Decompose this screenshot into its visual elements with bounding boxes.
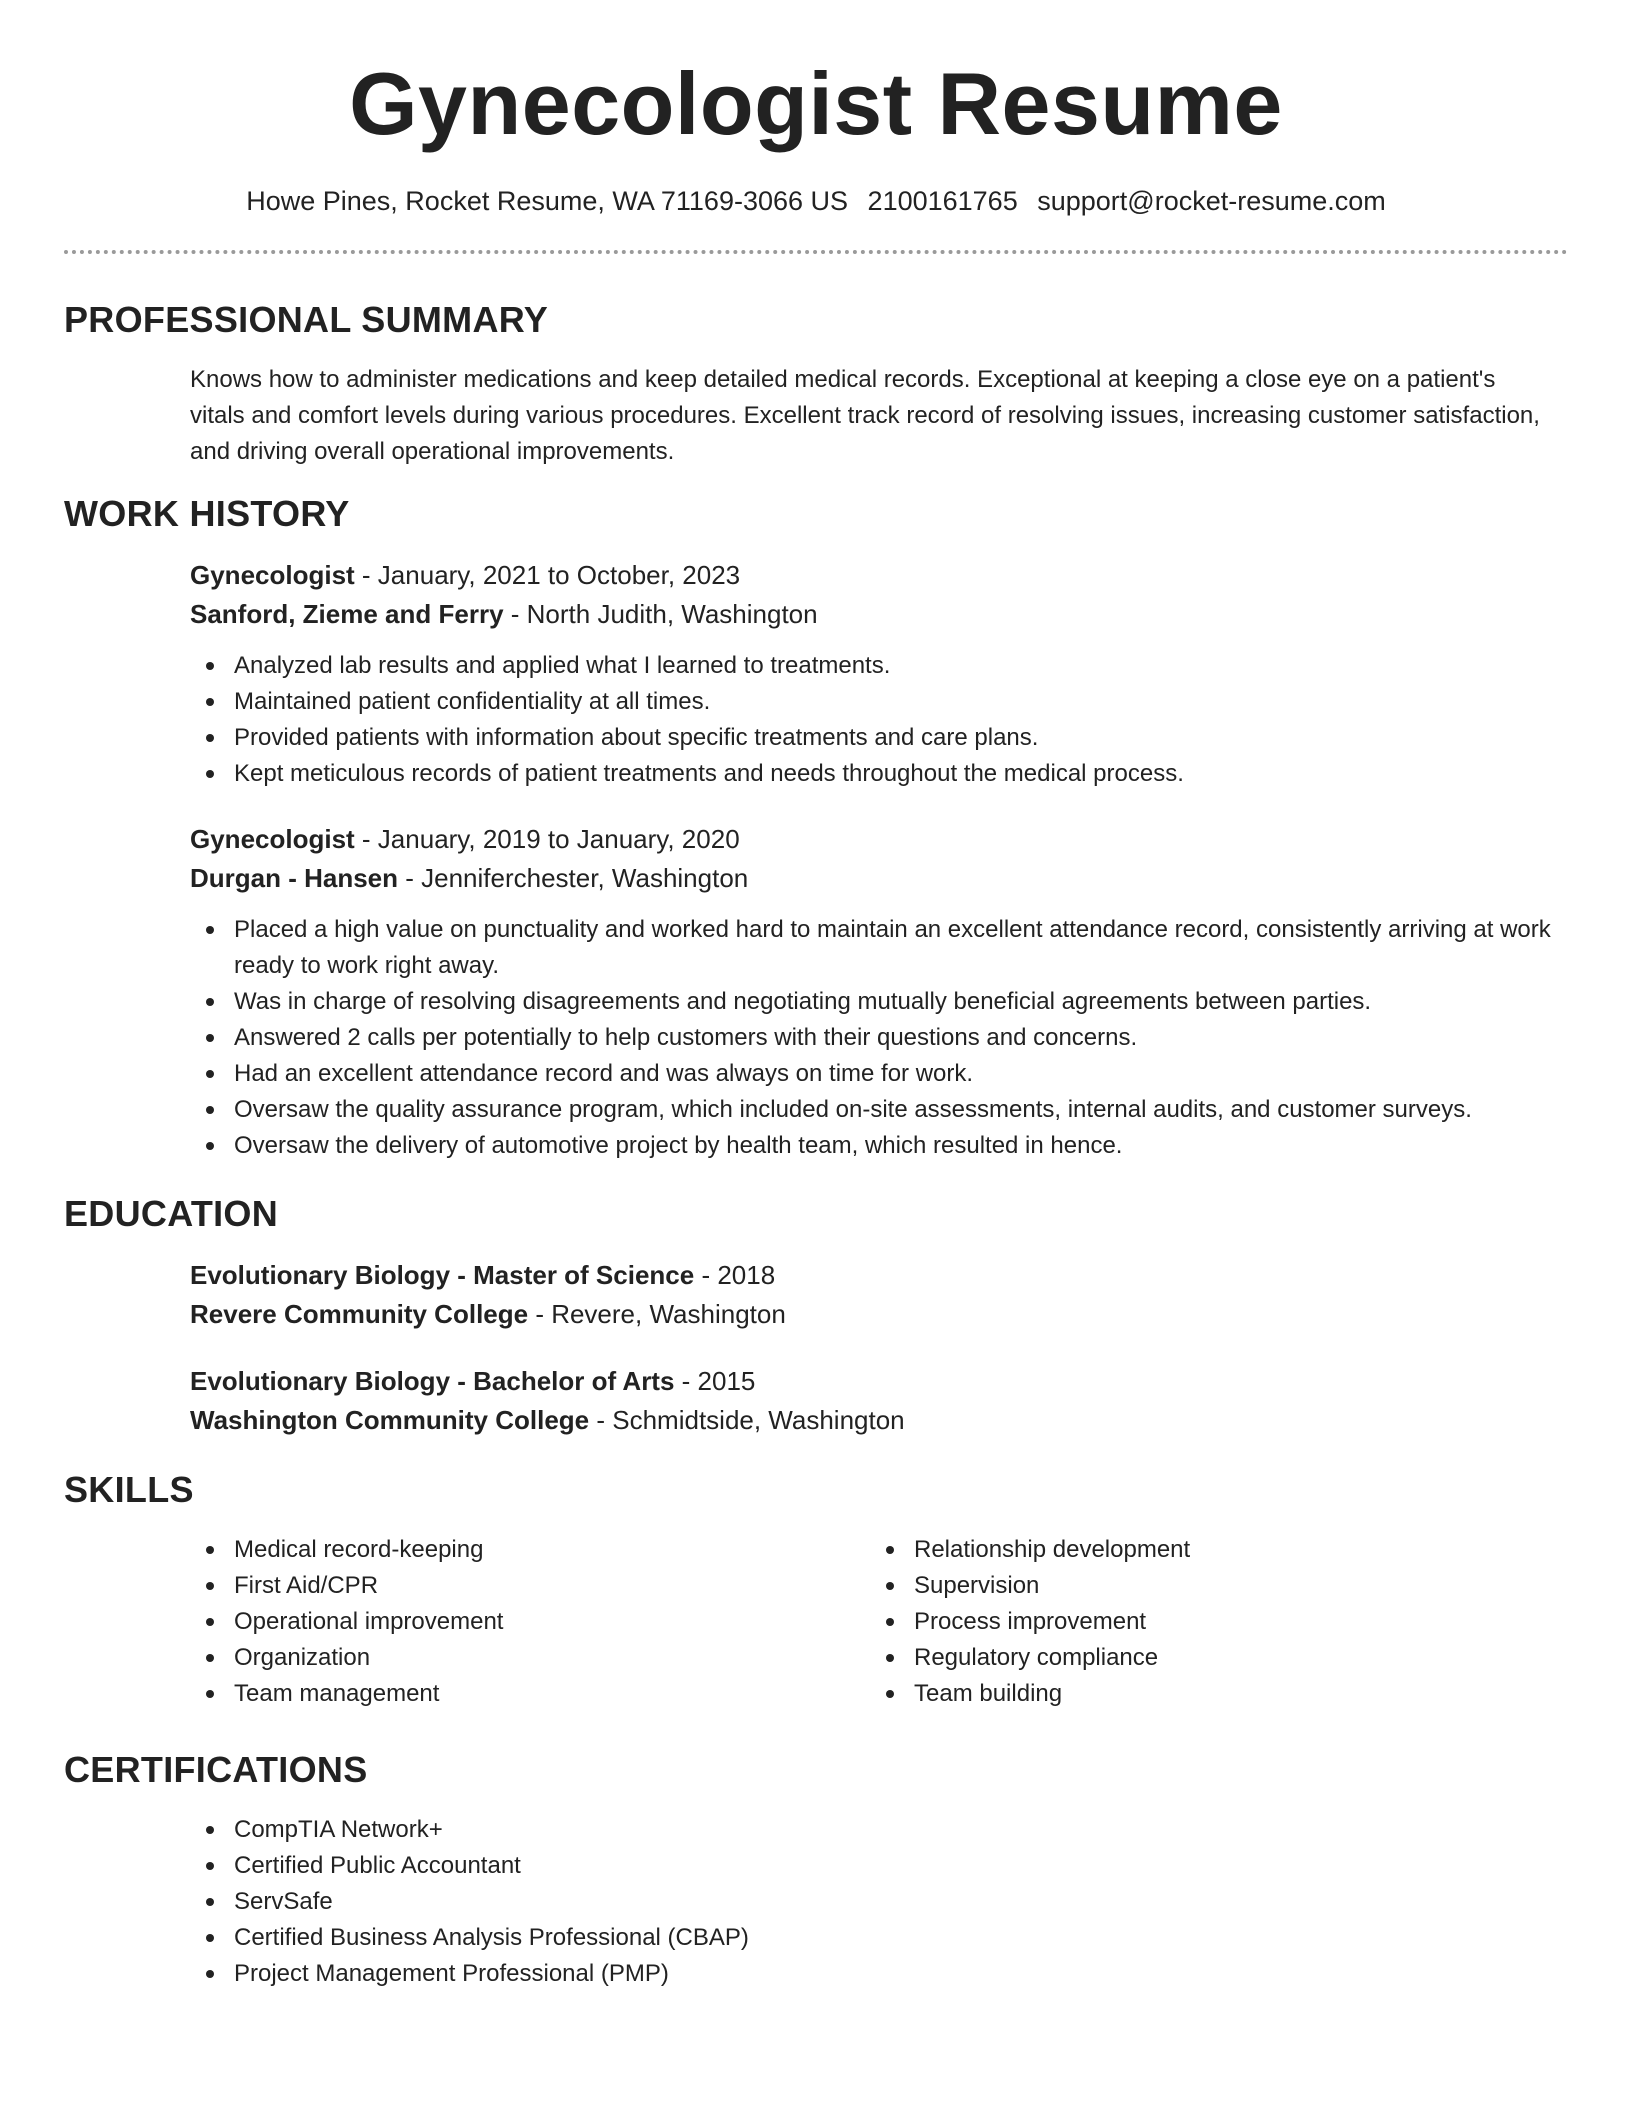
skills-column-left bbox=[190, 1532, 870, 1712]
job-company-line bbox=[190, 595, 1568, 634]
list-item: Certified Public Accountant bbox=[190, 1848, 1568, 1884]
section-title: SKILLS bbox=[64, 1469, 194, 1510]
list-item: ServSafe bbox=[190, 1884, 1568, 1920]
skills-column-right bbox=[870, 1532, 1550, 1712]
job-entry bbox=[190, 820, 1568, 1164]
job-dates: - January, 2021 to October, 2023 bbox=[354, 560, 741, 590]
section-title: EDUCATION bbox=[64, 1193, 279, 1234]
job-location: - North Judith, Washington bbox=[503, 599, 818, 629]
school: Washington Community College bbox=[190, 1405, 590, 1435]
resume-header bbox=[64, 0, 1568, 254]
degree-year: - 2018 bbox=[694, 1260, 776, 1290]
list-item: Placed a high value on punctuality and worked hard to maintain an excellent attendance record, consistently arriving at work ready to work right away. bbox=[190, 912, 1568, 984]
section-title: WORK HISTORY bbox=[64, 493, 350, 534]
job-company: Durgan - Hansen bbox=[190, 863, 399, 893]
job-company: Sanford, Zieme and Ferry bbox=[190, 599, 504, 629]
list-item: Maintained patient confidentiality at all times. bbox=[190, 684, 1568, 720]
education-section bbox=[64, 1192, 1568, 1440]
job-bullets bbox=[190, 912, 1568, 1164]
summary-body bbox=[190, 362, 1568, 470]
certifications-list bbox=[190, 1812, 1568, 1992]
contact-line bbox=[64, 184, 1568, 218]
resume-title: Gynecologist Resume bbox=[349, 54, 1283, 153]
list-item: Team building bbox=[870, 1676, 1550, 1712]
certifications-body bbox=[190, 1812, 1568, 1992]
list-item: Supervision bbox=[870, 1568, 1550, 1604]
list-item: Process improvement bbox=[870, 1604, 1550, 1640]
job-dates: - January, 2019 to January, 2020 bbox=[354, 824, 740, 854]
job-title-line bbox=[190, 820, 1568, 859]
school-line bbox=[190, 1401, 1568, 1440]
degree: Evolutionary Biology - Master of Science bbox=[190, 1260, 695, 1290]
degree-year: - 2015 bbox=[674, 1366, 756, 1396]
school-location: - Schmidtside, Washington bbox=[589, 1405, 905, 1435]
education-entry bbox=[190, 1256, 1568, 1334]
school-location: - Revere, Washington bbox=[528, 1299, 786, 1329]
list-item: Team management bbox=[190, 1676, 870, 1712]
list-item: Provided patients with information about specific treatments and care plans. bbox=[190, 720, 1568, 756]
job-title-line bbox=[190, 556, 1568, 595]
list-item: Analyzed lab results and applied what I learned to treatments. bbox=[190, 648, 1568, 684]
education-body bbox=[190, 1256, 1568, 1440]
section-title: PROFESSIONAL SUMMARY bbox=[64, 299, 549, 340]
work-history-body bbox=[190, 556, 1568, 1164]
list-item: Organization bbox=[190, 1640, 870, 1676]
summary-section bbox=[64, 298, 1568, 470]
list-item: Had an excellent attendance record and was always on time for work. bbox=[190, 1056, 1568, 1092]
list-item: Relationship development bbox=[870, 1532, 1550, 1568]
list-item: First Aid/CPR bbox=[190, 1568, 870, 1604]
certifications-section bbox=[64, 1748, 1568, 1992]
contact-email: support@rocket-resume.com bbox=[1037, 186, 1386, 216]
school: Revere Community College bbox=[190, 1299, 529, 1329]
list-item: Operational improvement bbox=[190, 1604, 870, 1640]
job-role: Gynecologist bbox=[190, 824, 355, 854]
job-bullets bbox=[190, 648, 1568, 792]
list-item: Certified Business Analysis Professional (CBAP) bbox=[190, 1920, 1568, 1956]
list-item: Answered 2 calls per potentially to help customers with their questions and concerns. bbox=[190, 1020, 1568, 1056]
job-company-line bbox=[190, 859, 1568, 898]
list-item: Oversaw the delivery of automotive project by health team, which resulted in hence. bbox=[190, 1128, 1568, 1164]
job-location: - Jenniferchester, Washington bbox=[398, 863, 749, 893]
degree-line bbox=[190, 1256, 1568, 1295]
section-title: CERTIFICATIONS bbox=[64, 1749, 368, 1790]
degree-line bbox=[190, 1362, 1568, 1401]
contact-address: Howe Pines, Rocket Resume, WA 71169-3066 US bbox=[246, 186, 849, 216]
skills-section bbox=[64, 1468, 1568, 1712]
education-entry bbox=[190, 1362, 1568, 1440]
header-divider bbox=[64, 250, 1568, 254]
school-line bbox=[190, 1295, 1568, 1334]
job-role: Gynecologist bbox=[190, 560, 355, 590]
job-entry bbox=[190, 556, 1568, 792]
list-item: Project Management Professional (PMP) bbox=[190, 1956, 1568, 1992]
list-item: Oversaw the quality assurance program, which included on-site assessments, internal audits, and customer surveys. bbox=[190, 1092, 1568, 1128]
list-item: Kept meticulous records of patient treatments and needs throughout the medical process. bbox=[190, 756, 1568, 792]
summary-text: Knows how to administer medications and keep detailed medical records. Exceptional at keeping a close eye on a patient's vitals and comfort levels during various procedures. Excellent track record of resolving issues, increasing customer satisfaction, and driving overall operational improvements. bbox=[190, 366, 1540, 465]
list-item: CompTIA Network+ bbox=[190, 1812, 1568, 1848]
list-item: Was in charge of resolving disagreements and negotiating mutually beneficial agreements between parties. bbox=[190, 984, 1568, 1020]
degree: Evolutionary Biology - Bachelor of Arts bbox=[190, 1366, 675, 1396]
contact-phone: 2100161765 bbox=[867, 186, 1018, 216]
list-item: Medical record-keeping bbox=[190, 1532, 870, 1568]
work-history-section bbox=[64, 492, 1568, 1164]
list-item: Regulatory compliance bbox=[870, 1640, 1550, 1676]
skills-grid bbox=[190, 1532, 1568, 1712]
